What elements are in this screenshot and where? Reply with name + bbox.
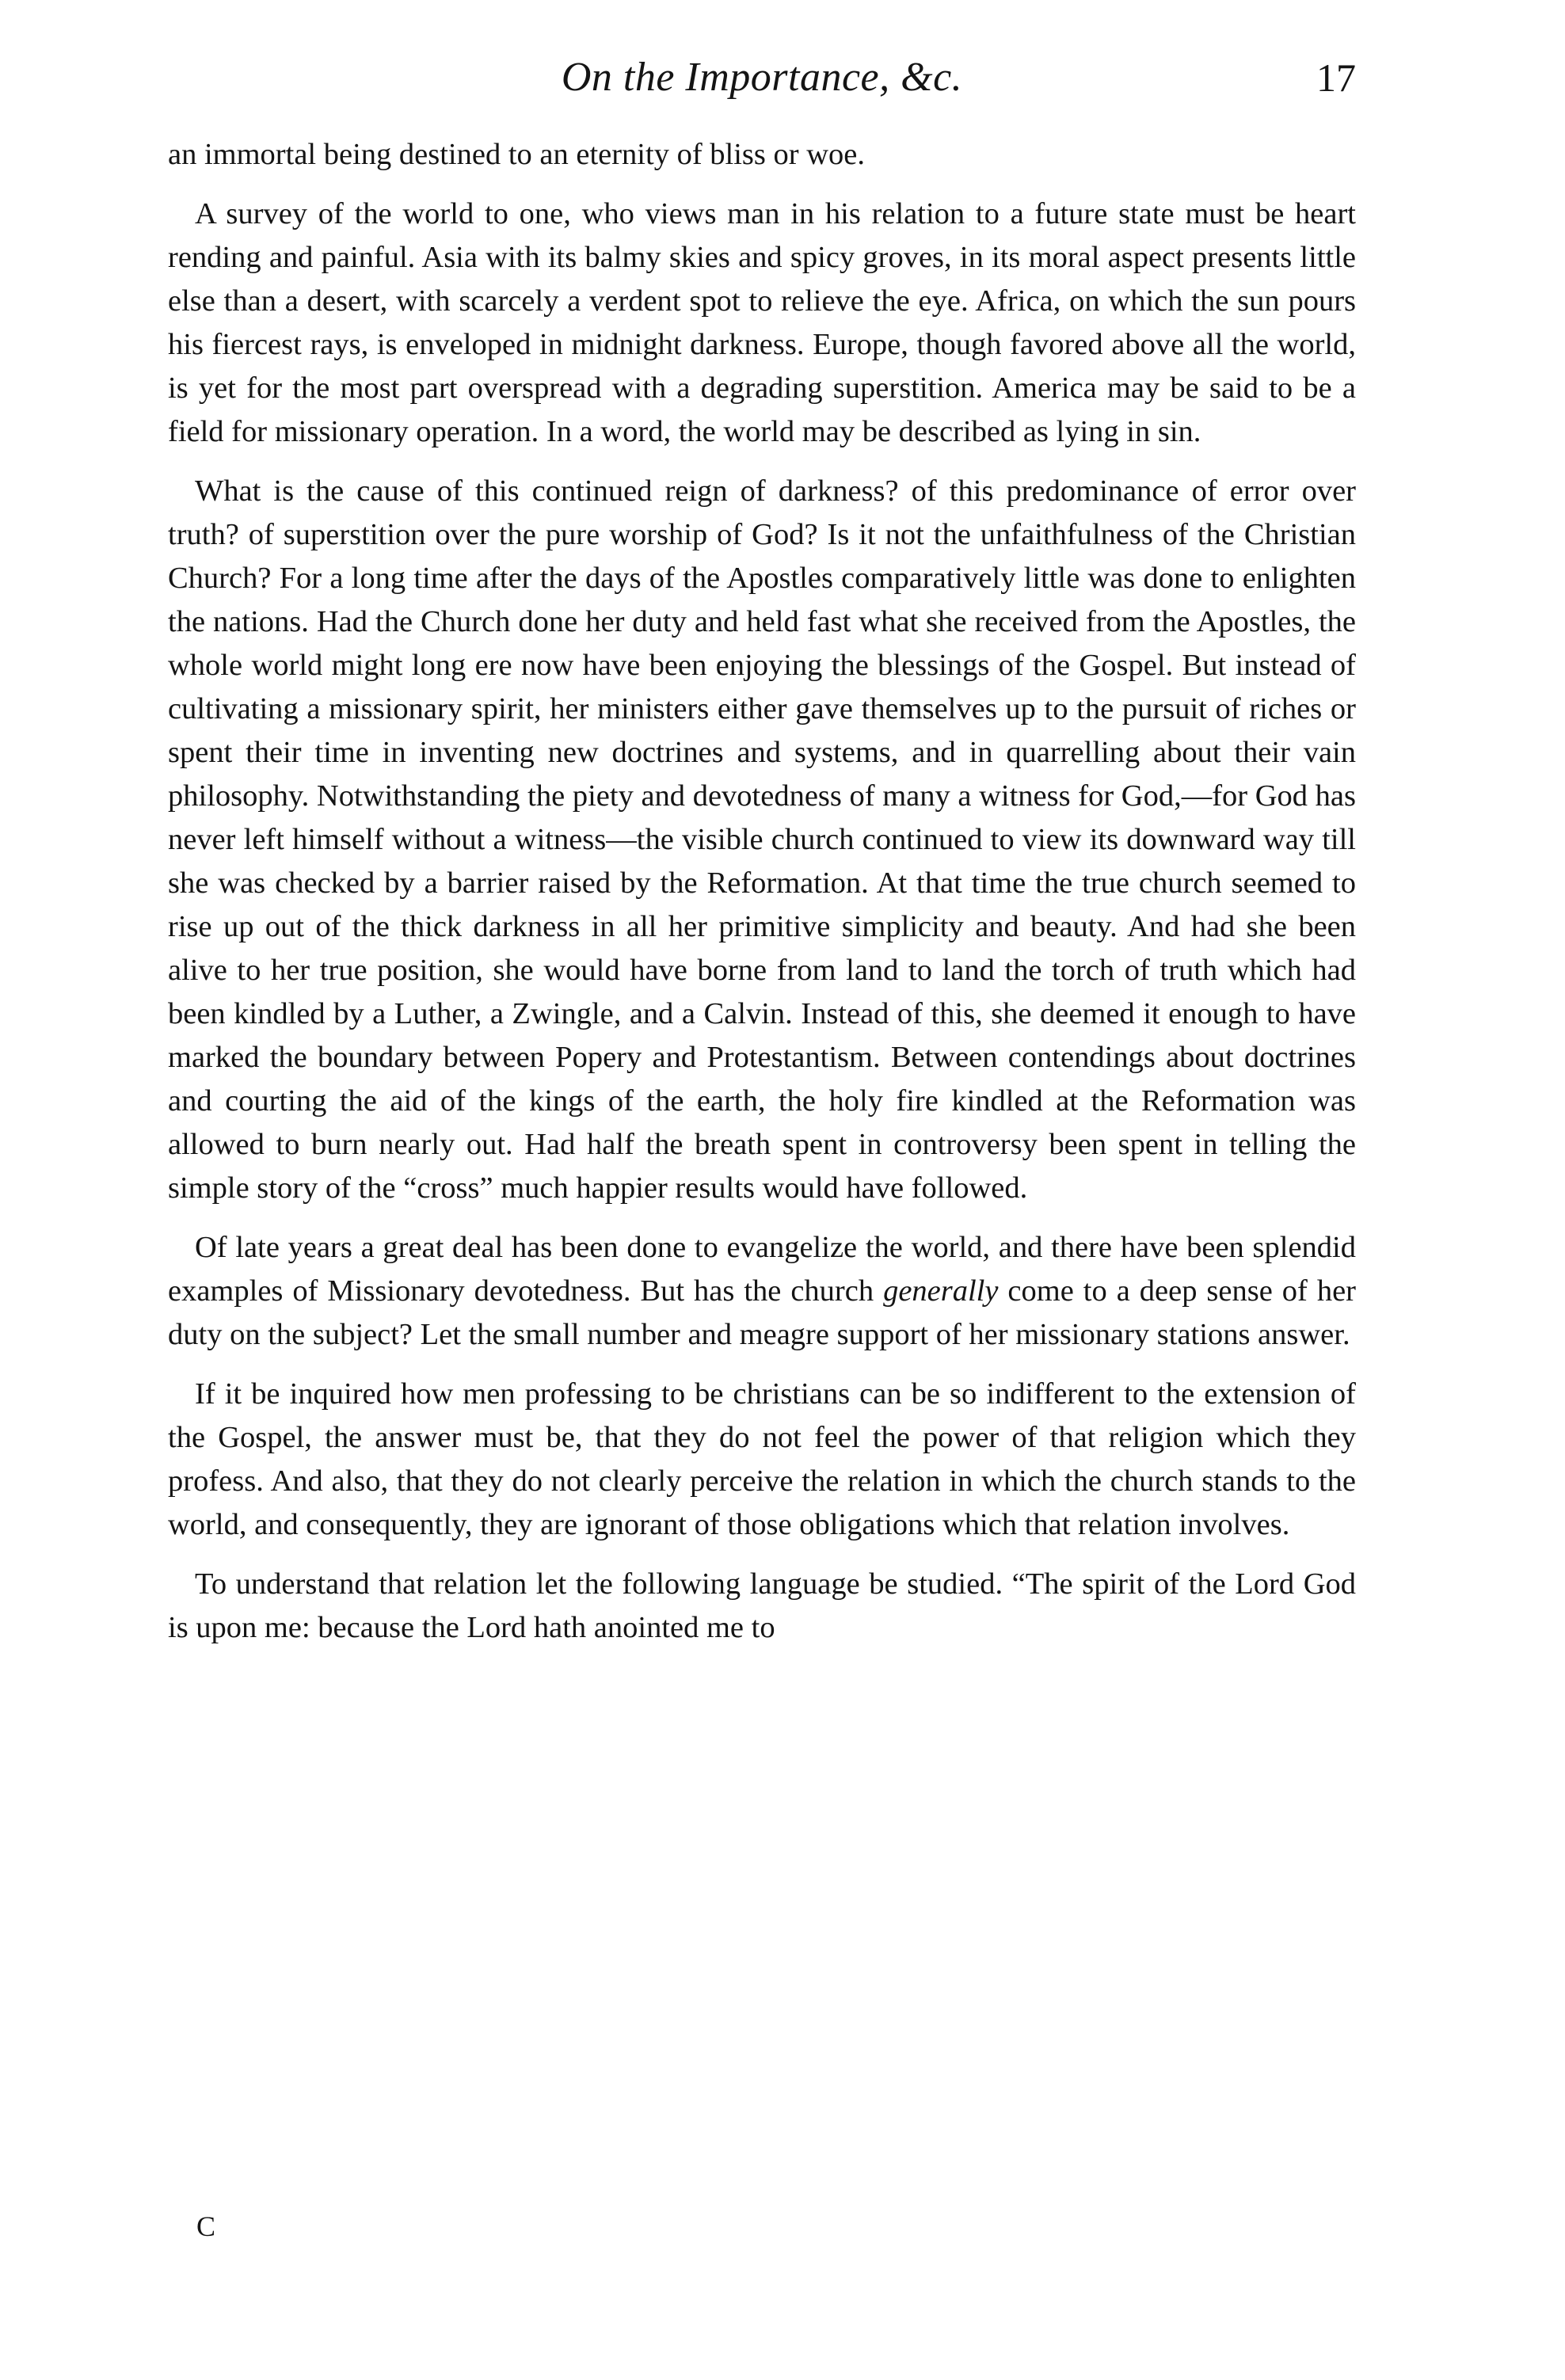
signature-mark: C [196,2211,216,2242]
paragraph-late-years [168,1226,1356,1357]
late-years-text-before: Of late years a great deal has been done to evangelize the world, and there have been splendid examples of Missionary devotedness. But has the church [168,1231,1356,1308]
paragraph-cause-of-darkness: What is the cause of this continued reign of darkness? of this predominance of error over truth? of superstition over the pure worship of God? Is it not the unfaithfulness of the Christian Church? For a long time after the days of the Apostles comparatively little was done to enlighten the nations. Had the Church done her duty and held fast what she received from the Apostles, the whole world might long ere now have been enjoying the blessings of the Gospel. But instead of cultivating a missionary spirit, her ministers either gave themselves up to the pursuit of riches or spent their time in inventing new doctrines and systems, and in quarrelling about their vain philosophy. Notwithstanding the piety and devotedness of many a witness for God,—for God has never left himself without a witness—the visible church continued to view its downward way till she was checked by a barrier raised by the Reformation. At that time the true church seemed to rise up out of the thick darkness in all her primitive simplicity and beauty. And had she been alive to her true position, she would have borne from land to land the torch of truth which had been kindled by a Luther, a Zwingle, and a Calvin. Instead of this, she deemed it enough to have marked the boundary between Popery and Protestantism. Between contendings about doctrines and courting the aid of the kings of the earth, the holy fire kindled at the Reformation was allowed to burn nearly out. Had half the breath spent in controversy been spent in telling the simple story of the “cross” much happier results would have followed. [168,474,1356,1205]
paragraph-world-survey: A survey of the world to one, who views man in his relation to a future state must be heart rending and painful. Asia with its balmy skies and spicy groves, in its moral aspect presents little else than a desert, with scarcely a verdent spot to relieve the eye. Africa, on which the sun pours his fiercest rays, is enveloped in midnight darkness. Europe, though favored above all the world, is yet for the most part overspread with a degrading superstition. America may be said to be a field for missionary operation. In a word, the world may be described as lying in sin. [168,197,1356,448]
paragraph-indifference: If it be inquired how men professing to be christians can be so indifferent to the extension of the Gospel, the answer must be, that they do not feel the power of that religion which they profess. And also, that they do not clearly perceive the relation in which the church stands to the world, and consequently, they are ignorant of those obligations which that relation involves. [168,1377,1356,1541]
running-head [168,46,1356,109]
running-title: On the Importance, &c. [561,55,963,100]
body-text [168,133,1356,1650]
late-years-text-after: come to a deep sense of her duty on the subject? Let the small number and meagre support of her missionary stations answer. [168,1274,1356,1351]
page-number: 17 [1316,55,1356,100]
paragraph-continuation: an immortal being destined to an eternity of bliss or woe. [168,138,865,171]
emphasis-generally: generally [883,1274,999,1308]
paragraph-scripture-quote: To understand that relation let the following language be studied. “The spirit of the Lord God is upon me: because the Lord hath anointed me to [168,1567,1356,1644]
